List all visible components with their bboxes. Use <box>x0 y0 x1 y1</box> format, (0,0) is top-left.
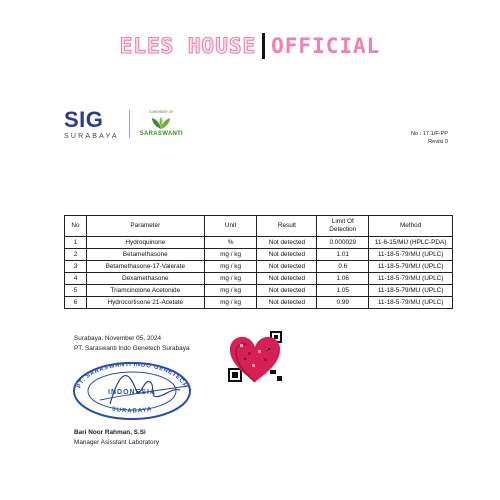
header-method: Method <box>369 216 453 237</box>
header-limit-of-detection: Limit Of Detection <box>317 216 369 237</box>
header-no: No <box>65 216 87 237</box>
cell-unit: mg / kg <box>204 297 257 309</box>
heart-qr-code <box>226 330 284 386</box>
cell-method: 11-18-5-79/MU (UPLC) <box>369 285 453 297</box>
document-number <box>411 131 448 146</box>
stamp-ring-text: PT. SARASWANTI INDO GENETECH <box>76 361 188 390</box>
svg-text:PT. SARASWANTI INDO GENETECH <box>76 362 187 389</box>
cell-parameter: Betamethasone-17-Valerate <box>86 261 204 273</box>
logo-divider <box>129 110 130 138</box>
issuing-company: PT. Saraswanti Indo Genetech Surabaya <box>74 344 190 352</box>
header-unit: Unit <box>204 216 257 237</box>
issue-info <box>74 334 189 354</box>
signatory-name: Bari Noor Rahman, S.Si <box>74 429 146 436</box>
cell-no: 3 <box>65 261 87 273</box>
cell-no: 6 <box>65 297 87 309</box>
banner-divider <box>262 33 265 59</box>
cell-method: 11-18-5-79/MU (UPLC) <box>369 249 453 261</box>
results-table <box>64 215 453 309</box>
cell-method: 11-18-5-79/MU (UPLC) <box>369 273 453 285</box>
cell-method: 11-18-5-79/MU (UPLC) <box>369 297 453 309</box>
cell-result: Not detected <box>257 273 317 285</box>
cell-limit: 1.01 <box>317 249 369 261</box>
header-result: Result <box>257 216 317 237</box>
saraswanti-member-label: A MEMBER OF <box>149 110 174 115</box>
signatory <box>74 428 159 448</box>
table-row <box>65 249 453 261</box>
sig-logo <box>64 106 119 140</box>
cell-limit: 0.99 <box>317 297 369 309</box>
cell-parameter: Hydroquinone <box>86 237 204 249</box>
document-number-text: No : 17.1/F-PP <box>411 131 448 137</box>
lab-logos <box>64 107 183 141</box>
cell-parameter: Betamethasone <box>86 249 204 261</box>
cell-unit: mg / kg <box>204 249 257 261</box>
cell-unit: mg / kg <box>204 273 257 285</box>
saraswanti-name: SARASWANTI <box>139 130 184 137</box>
stamp-bottom-text: SURABAYA <box>111 406 153 415</box>
table-row <box>65 273 453 285</box>
table-row <box>65 261 453 273</box>
saraswanti-logo <box>140 111 183 137</box>
cell-no: 2 <box>65 249 87 261</box>
cell-no: 5 <box>65 285 87 297</box>
cell-limit: 0.000029 <box>317 237 369 249</box>
table-row <box>65 285 453 297</box>
cell-result: Not detected <box>257 237 317 249</box>
cell-unit: % <box>204 237 257 249</box>
cell-parameter: Dexamethasone <box>86 273 204 285</box>
svg-text:SURABAYA <box>111 406 153 414</box>
cell-parameter: Hydrocortisone 21-Acetate <box>86 297 204 309</box>
issue-date: Surabaya, November 05, 2024 <box>74 335 162 342</box>
table-row <box>65 297 453 309</box>
table-row <box>65 237 453 249</box>
banner-brand-name: ELES HOUSE <box>119 34 257 58</box>
cell-result: Not detected <box>257 285 317 297</box>
cell-parameter: Triamcinolone Acetonide <box>86 285 204 297</box>
stamp-center-text: INDONESIA <box>108 389 156 396</box>
signatory-title: Manager Asisstant Laboratory <box>74 438 159 446</box>
sig-logo-word: SIG <box>64 106 104 132</box>
leaf-icon <box>150 116 172 130</box>
cell-unit: mg / kg <box>204 285 257 297</box>
cell-limit: 1.05 <box>317 285 369 297</box>
banner-official-label: OFFICIAL <box>271 34 381 58</box>
company-stamp <box>70 360 194 422</box>
cell-no: 1 <box>65 237 87 249</box>
sig-logo-city: SURABAYA <box>64 132 119 140</box>
cell-limit: 0.6 <box>317 261 369 273</box>
cell-result: Not detected <box>257 261 317 273</box>
cell-no: 4 <box>65 273 87 285</box>
cell-method: 11-18-5-79/MU (UPLC) <box>369 261 453 273</box>
brand-banner <box>0 30 500 62</box>
header-parameter: Parameter <box>86 216 204 237</box>
document-revision: Revisi 0 <box>428 138 448 145</box>
table-header-row <box>65 216 453 237</box>
cell-method: 11-6-15/MU (HPLC-PDA) <box>369 237 453 249</box>
cell-result: Not detected <box>257 249 317 261</box>
cell-limit: 1.06 <box>317 273 369 285</box>
cell-result: Not detected <box>257 297 317 309</box>
cell-unit: mg / kg <box>204 261 257 273</box>
